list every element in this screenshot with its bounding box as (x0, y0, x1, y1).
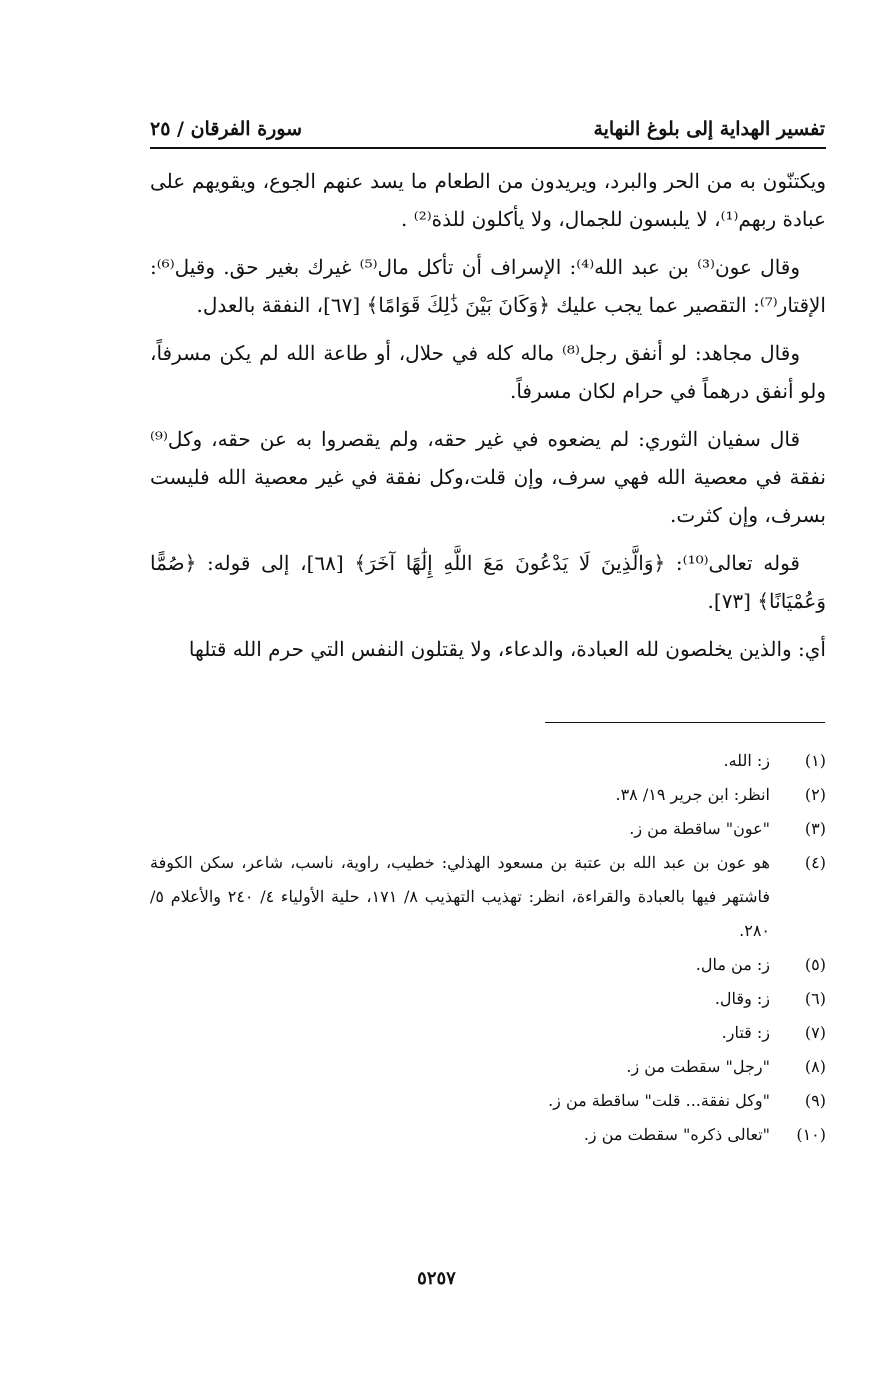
footnote-rule (545, 722, 825, 723)
footnote (150, 1016, 826, 1050)
paragraph: أي: والذين يخلصون لله العبادة، والدعاء، ولا يقتلون النفس التي حرم الله قتلها (188, 637, 826, 661)
paragraph: ويكتنّون به من الحر والبرد، ويريدون من الطعام ما يسد عنهم الجوع، ويقويهم على عبادة ربهم⁽¹⁾، لا يلبسون للجمال، ولا يأكلون للذة⁽²⁾ . (150, 169, 827, 231)
surah-label: سورة الفرقان / ٢٥ (150, 118, 303, 140)
footnote-text: "وكل نفقة... قلت" ساقطة من ز. (548, 1091, 770, 1110)
footnote (150, 846, 826, 948)
footnote-number: (٩) (804, 1091, 826, 1110)
footnote-number: (١) (804, 751, 826, 770)
footnote (150, 948, 826, 982)
footnote (150, 982, 826, 1016)
footnote-text: ز: الله. (723, 751, 770, 770)
footnote-text: "رجل" سقطت من ز. (626, 1057, 770, 1076)
footnote (150, 1118, 826, 1152)
header-rule (150, 147, 826, 149)
footnote (150, 744, 826, 778)
footnote (150, 1050, 826, 1084)
footnote-number: (٤) (804, 853, 826, 872)
paragraph: وقال عون⁽³⁾ بن عبد الله⁽⁴⁾: الإسراف أن تأكل مال⁽⁵⁾ غيرك بغير حق. وقيل⁽⁶⁾: الإقتار⁽⁷⁾: التقصير عما يجب عليك ﴿وَكَانَ بَيْنَ ذَٰلِكَ قَوَامًا﴾ [٦٧]، النفقة بالعدل. (150, 255, 826, 317)
page-number: ٥٢٥٧ (417, 1268, 456, 1289)
footnote-text: ز: وقال. (714, 989, 770, 1008)
footnote (150, 1084, 826, 1118)
paragraph: قال سفيان الثوري: لم يضعوه في غير حقه، ولم يقصروا به عن حقه، وكل⁽⁹⁾ نفقة في معصية الله فهي سرف، وإن قلت،وكل نفقة في غير معصية الله فليست بسرف، وإن كثرت. (150, 427, 826, 527)
footnote-number: (٦) (804, 989, 826, 1008)
footnote-text: هو عون بن عبد الله بن عتبة بن مسعود الهذلي: خطيب، راوية، ناسب، شاعر، سكن الكوفة فاشتهر فيها بالعبادة والقراءة، انظر: تهذيب التهذيب ٨/ ١٧١، حلية الأولياء ٤/ ٢٤٠ والأعلام ٥/ ٢٨٠. (150, 853, 770, 940)
footnote-text: "تعالى ذكره" سقطت من ز. (583, 1125, 770, 1144)
footnote-text: ز: من مال. (695, 955, 770, 974)
main-text (150, 162, 826, 678)
footnote-text: انظر: ابن جرير ١٩/ ٣٨. (615, 785, 770, 804)
footnote-number: (٢) (804, 785, 826, 804)
footnote-text: ز: قتار. (721, 1023, 770, 1042)
footnote-text: "عون" ساقطة من ز. (629, 819, 770, 838)
footnote-number: (٧) (804, 1023, 826, 1042)
footnote (150, 778, 826, 812)
footnote-number: (٣) (804, 819, 826, 838)
footnotes (150, 744, 826, 1152)
footnote (150, 812, 826, 846)
page-header (150, 100, 825, 140)
paragraph: وقال مجاهد: لو أنفق رجل⁽⁸⁾ ماله كله في حلال، أو طاعة الله لم يكن مسرفاً، ولو أنفق درهماً في حرام لكان مسرفاً. (150, 341, 826, 403)
book-title: تفسير الهداية إلى بلوغ النهاية (593, 118, 825, 140)
footnote-number: (٨) (804, 1057, 826, 1076)
paragraph: قوله تعالى⁽¹⁰⁾: ﴿وَالَّذِينَ لَا يَدْعُونَ مَعَ اللَّهِ إِلَٰهًا آخَرَ﴾ [٦٨]، إلى قوله: ﴿صُمًّا وَعُمْيَانًا﴾ [٧٣]. (150, 551, 826, 613)
footnote-number: (١٠) (796, 1125, 826, 1144)
footnote-number: (٥) (804, 955, 826, 974)
